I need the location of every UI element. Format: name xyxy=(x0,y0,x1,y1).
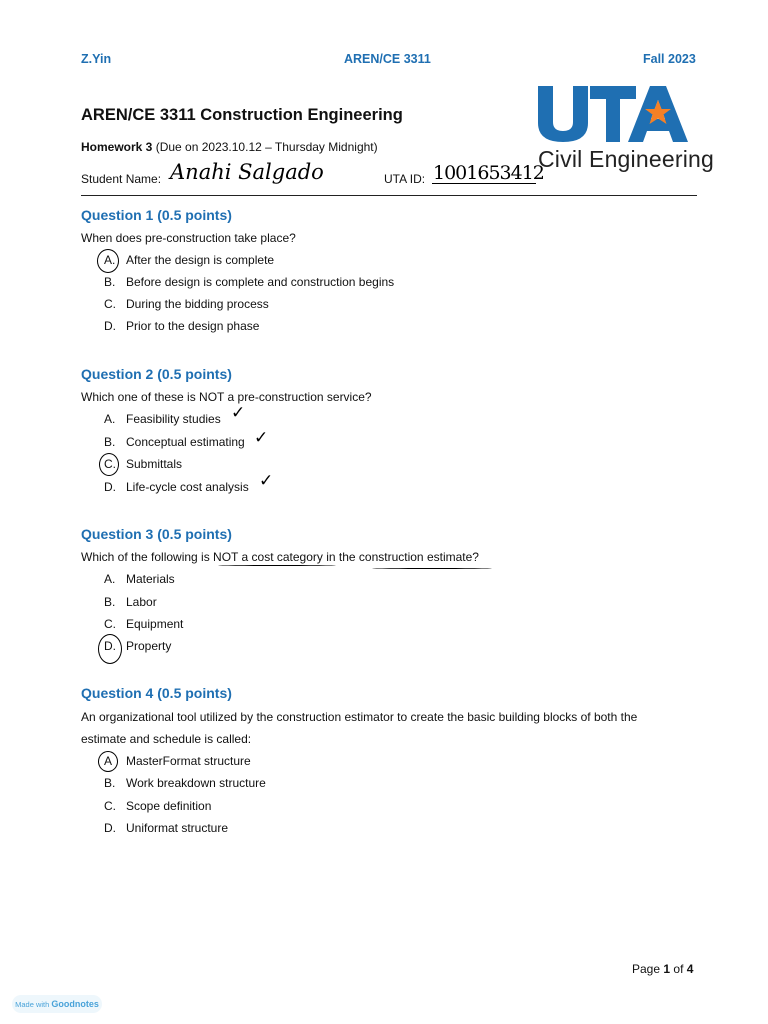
q1-option-c[interactable]: C. During the bidding process xyxy=(104,297,269,311)
page-number: Page 1 of 4 xyxy=(632,962,694,976)
question-3-text: Which of the following is NOT a cost category in the construction estimate? xyxy=(81,550,479,564)
q3-option-b[interactable]: B. Labor xyxy=(104,595,157,609)
uta-id-label: UTA ID: xyxy=(384,172,426,186)
q3-answer-circle xyxy=(98,634,122,664)
question-1-title: Question 1 (0.5 points) xyxy=(81,207,232,223)
due-text: (Due on 2023.10.12 – Thursday Midnight) xyxy=(155,140,378,154)
question-4-text-line1: An organizational tool utilized by the construction estimator to create the basic building blocks of both the xyxy=(81,710,638,724)
q1-option-a[interactable]: A. After the design is complete xyxy=(104,253,275,267)
header-divider xyxy=(81,195,697,196)
document-title: AREN/CE 3311 Construction Engineering xyxy=(81,106,403,124)
q4-option-a[interactable]: A MasterFormat structure xyxy=(104,754,251,768)
q4-option-c[interactable]: C. Scope definition xyxy=(104,799,212,813)
question-1-text: When does pre-construction take place? xyxy=(81,231,296,245)
uta-logo xyxy=(538,86,698,151)
goodnotes-badge[interactable]: Made with Goodnotes xyxy=(12,995,102,1013)
q2-option-c[interactable]: C. Submittals xyxy=(104,457,183,471)
question-2-text: Which one of these is NOT a pre-construction service? xyxy=(81,390,372,404)
student-name-value[interactable]: Anahi Salgado xyxy=(170,160,324,184)
question-3-title: Question 3 (0.5 points) xyxy=(81,526,232,542)
header-author: Z.Yin xyxy=(81,52,112,66)
q4-answer-circle xyxy=(98,751,118,772)
q4-option-d[interactable]: D. Uniformat structure xyxy=(104,821,229,835)
uta-wordmark-icon xyxy=(538,86,698,146)
underline-construction-estimate xyxy=(372,568,492,569)
q3-option-a[interactable]: A. Materials xyxy=(104,572,175,586)
underline-cost-category xyxy=(218,565,336,566)
question-4-title: Question 4 (0.5 points) xyxy=(81,685,232,701)
q2-option-d[interactable]: D. Life-cycle cost analysis xyxy=(104,480,249,494)
question-2-title: Question 2 (0.5 points) xyxy=(81,366,232,382)
q4-option-b[interactable]: B. Work breakdown structure xyxy=(104,776,266,790)
logo-subtitle: Civil Engineering xyxy=(538,146,714,172)
q2-option-a[interactable]: A. Feasibility studies xyxy=(104,412,221,426)
q3-option-c[interactable]: C. Equipment xyxy=(104,617,184,631)
header-term: Fall 2023 xyxy=(643,52,696,66)
student-name-label: Student Name: xyxy=(81,172,162,186)
uta-id-value[interactable]: 1001653412 xyxy=(433,162,544,184)
checkmark-icon: ✓ xyxy=(231,403,246,422)
q3-option-d[interactable]: D. Property xyxy=(104,639,172,653)
homework-label: Homework 3 xyxy=(81,140,153,154)
question-4-text-line2: estimate and schedule is called: xyxy=(81,732,252,746)
homework-line xyxy=(81,140,378,154)
checkmark-icon: ✓ xyxy=(254,428,269,447)
q1-answer-circle xyxy=(97,249,119,273)
checkmark-icon: ✓ xyxy=(259,471,274,490)
q1-option-b[interactable]: B. Before design is complete and construction begins xyxy=(104,275,395,289)
header-course-code: AREN/CE 3311 xyxy=(344,52,431,66)
q2-option-b[interactable]: B. Conceptual estimating xyxy=(104,435,245,449)
q2-answer-circle xyxy=(99,453,119,476)
q1-option-d[interactable]: D. Prior to the design phase xyxy=(104,319,260,333)
uta-id-underline xyxy=(432,183,536,184)
